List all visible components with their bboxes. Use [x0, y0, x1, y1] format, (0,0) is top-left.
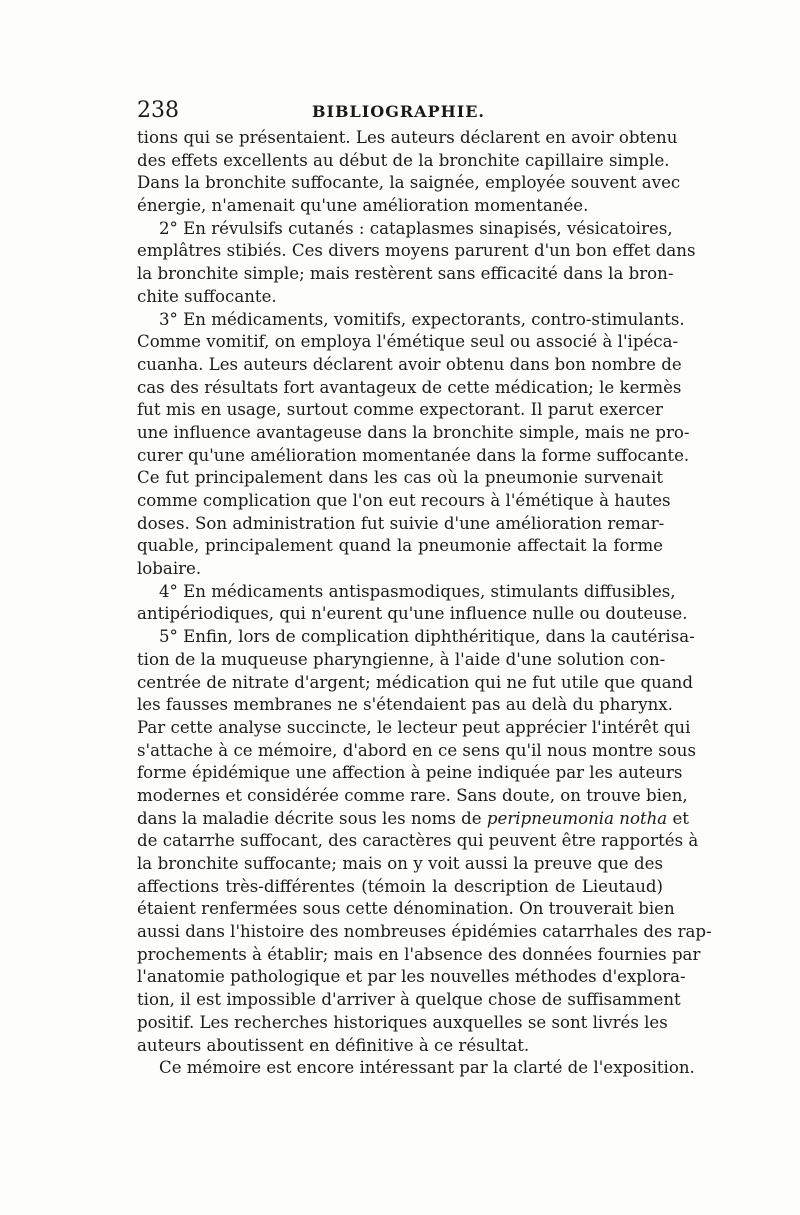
text-line: une influence avantageuse dans la bronchite simple, mais ne pro- [137, 422, 690, 442]
text-line: prochements à établir; mais en l'absence des données fournies par [137, 944, 701, 964]
text-line: l'anatomie pathologique et par les nouvelles méthodes d'explora- [137, 967, 686, 987]
text-line: 3° En médicaments, vomitifs, expectorants, contro-stimulants. [159, 309, 685, 329]
text-line: doses. Son administration fut suivie d'une amélioration remar- [137, 513, 665, 533]
text-segment: et [667, 808, 689, 828]
text-line: antipériodiques, qui n'eurent qu'une influence nulle ou douteuse. [137, 604, 688, 624]
text-line: 2° En révulsifs cutanés : cataplasmes sinapisés, vésicatoires, [159, 218, 673, 238]
text-line: Ce mémoire est encore intéressant par la clarté de l'exposition. [159, 1058, 695, 1078]
text-line: des effets excellents au début de la bronchite capillaire simple. [137, 150, 670, 170]
text-line: de catarrhe suffocant, des caractères qui peuvent être rapportés à [137, 831, 699, 851]
text-line: centrée de nitrate d'argent; médication qui ne fut utile que quand [137, 672, 693, 692]
text-line: fut mis en usage, surtout comme expectorant. Il parut exercer [137, 400, 663, 420]
text-line: Comme vomitif, on employa l'émétique seul ou associé à l'ipéca- [137, 332, 679, 352]
text-line: s'attache à ce mémoire, d'abord en ce sens qu'il nous montre sous [137, 740, 696, 760]
text-line: auteurs aboutissent en définitive à ce résultat. [137, 1035, 530, 1055]
text-line: la bronchite suffocante; mais on y voit aussi la preuve que des [137, 854, 663, 873]
text-line: les fausses membranes ne s'étendaient pas au delà du pharynx. [137, 695, 673, 715]
text-line: tions qui se présentaient. Les auteurs déclarent en avoir obtenu [137, 128, 678, 147]
text-line: Dans la bronchite suffocante, la saignée, employée souvent avec [137, 173, 681, 193]
text-line: affections très-différentes (témoin la description de Lieutaud) [137, 876, 663, 896]
text-line: la bronchite simple; mais restèrent sans efficacité dans la bron- [137, 264, 674, 284]
text-line: modernes et considérée comme rare. Sans doute, on trouve bien, [137, 785, 688, 805]
text-line: chite suffocante. [137, 286, 277, 306]
text-line: Ce fut principalement dans les cas où la pneumonie survenait [137, 468, 663, 488]
page-header [137, 98, 663, 128]
text-line: lobaire. [137, 559, 202, 579]
running-head: BIBLIOGRAPHIE. [312, 102, 485, 121]
text-line: forme épidémique une affection à peine indiquée par les auteurs [137, 763, 683, 783]
text-line: curer qu'une amélioration momentanée dans la forme suffocante. [137, 445, 690, 465]
text-line: tion, il est impossible d'arriver à quelque chose de suffisamment [137, 990, 681, 1010]
text-line: Par cette analyse succincte, le lecteur peut apprécier l'intérêt qui [137, 717, 691, 737]
text-line: 4° En médicaments antispasmodiques, stimulants diffusibles, [159, 581, 676, 601]
text-line: 5° Enfin, lors de complication diphthéritique, dans la cautérisa- [159, 627, 695, 647]
text-line-with-italic [137, 808, 689, 831]
text-line: positif. Les recherches historiques auxquelles se sont livrés les [137, 1012, 668, 1032]
text-line: tion de la muqueuse pharyngienne, à l'aide d'une solution con- [137, 649, 666, 669]
text-line: aussi dans l'histoire des nombreuses épidémies catarrhales des rap- [137, 922, 712, 942]
body-text [137, 127, 712, 1080]
text-line: comme complication que l'on eut recours à l'émétique à hautes [137, 491, 671, 510]
text-line: cuanha. Les auteurs déclarent avoir obtenu dans bon nombre de [137, 354, 682, 374]
page-number: 238 [137, 98, 179, 123]
text-line: étaient renfermées sous cette dénomination. On trouverait bien [137, 899, 675, 919]
text-line: énergie, n'amenait qu'une amélioration momentanée. [137, 196, 589, 216]
text-line: cas des résultats fort avantageux de cette médication; le kermès [137, 377, 682, 397]
text-line: quable, principalement quand la pneumonie affectait la forme [137, 536, 663, 556]
text-segment: dans la maladie décrite sous les noms de [137, 808, 487, 828]
text-line: emplâtres stibiés. Ces divers moyens parurent d'un bon effet dans [137, 241, 696, 261]
latin-term: peripneumonia notha [486, 808, 668, 828]
